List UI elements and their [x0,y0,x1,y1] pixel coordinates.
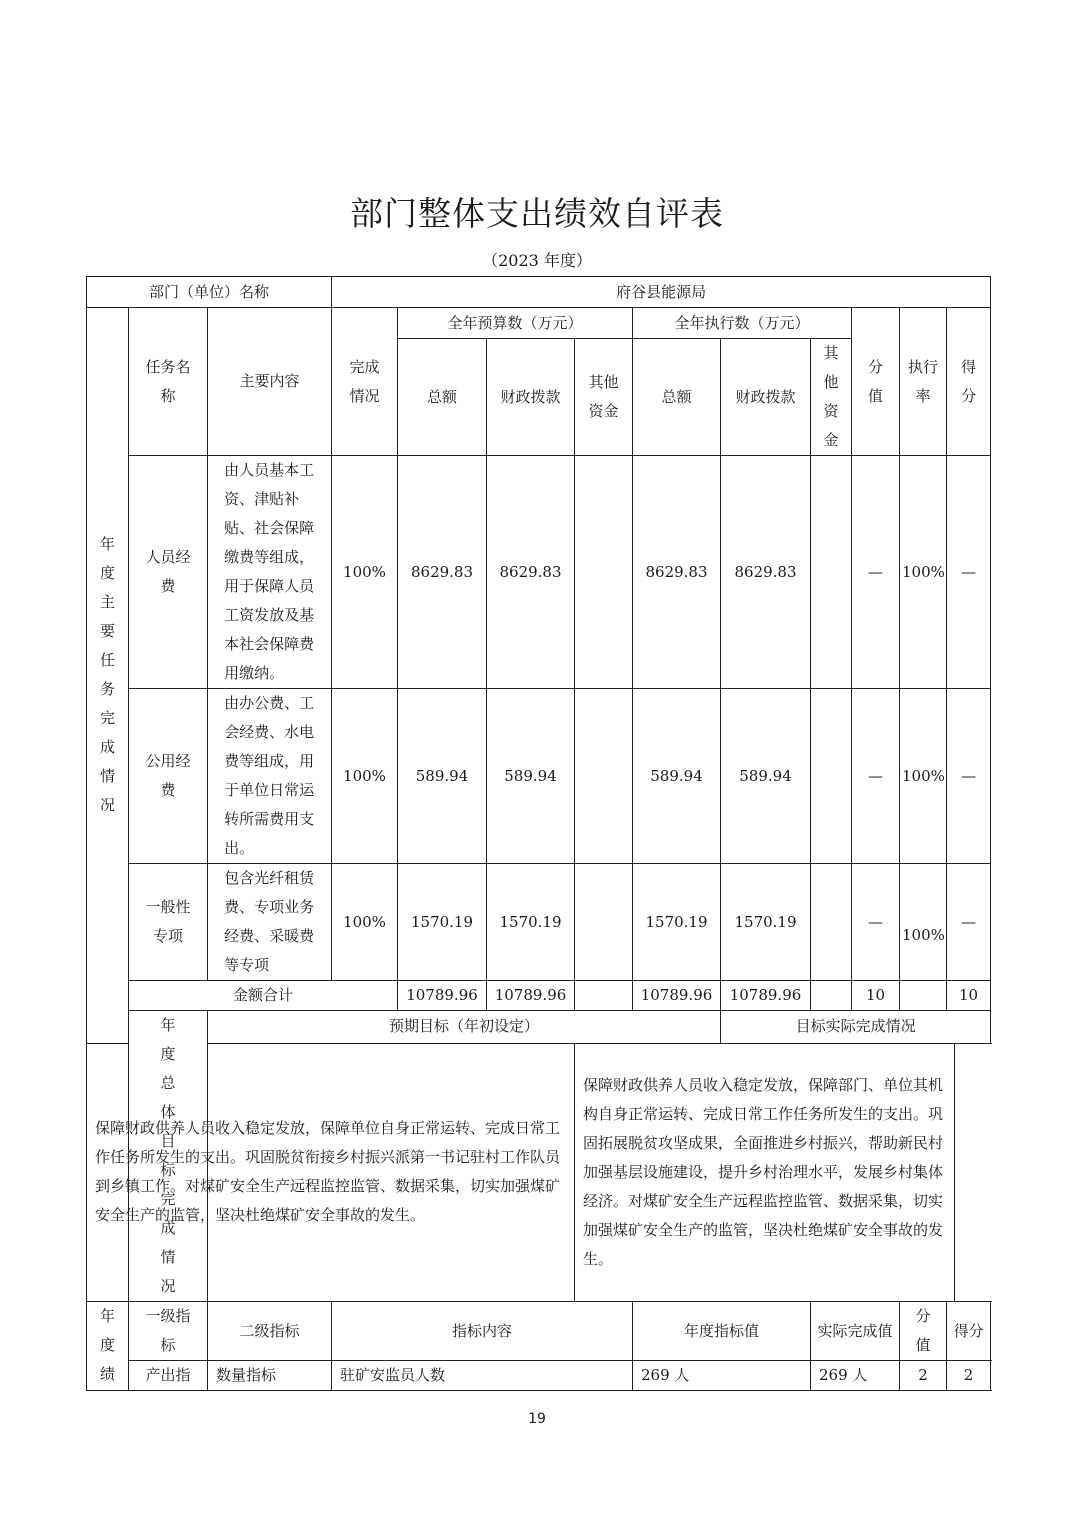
exec-rate: 100% [900,456,947,689]
task-content-text: 由人员基本工资、津贴补贴、社会保障缴费等组成，用于保障人员工资发放及基本社会保障费用缴纳。 [224,461,315,682]
task-name-text: 公用经费 [145,752,191,799]
indicator-actual: 269 人 [811,1361,900,1391]
header-indicator-content: 指标内容 [332,1302,633,1361]
task-name-text: 人员经费 [145,548,191,595]
exec-fiscal: 8629.83 [721,456,811,689]
total-row [87,981,991,1011]
total-exec-fiscal: 10789.96 [721,981,811,1011]
task-completion: 100% [332,456,398,689]
header-exec-other [811,339,852,456]
task-content-text: 包含光纤租赁费、专项业务经费、采暖费等专项 [224,869,315,974]
table-row [87,456,991,689]
total-score: 10 [947,981,991,1011]
exec-fiscal: 589.94 [721,689,811,864]
score: — [947,456,991,689]
header-exec-group: 全年执行数（万元） [633,308,852,339]
header-budget-group: 全年预算数（万元） [398,308,633,339]
header-task-name [129,308,208,456]
header-content: 主要内容 [208,308,332,456]
indicator-content: 驻矿安监员人数 [332,1361,633,1391]
header-ind-score-value-text: 分值 [915,1307,931,1354]
header-exec-total: 总额 [633,339,721,456]
exec-other [811,456,852,689]
score: — [947,689,991,864]
section-task-label-text: 年度主要任务完成情况 [99,535,115,815]
indicator-target: 269 人 [633,1361,811,1391]
total-budget-fiscal: 10789.96 [487,981,575,1011]
header-budget-fiscal: 财政拨款 [487,339,575,456]
budget-other [575,864,633,981]
header-budget-other [575,339,633,456]
header-score-text: 得分 [961,357,977,405]
exec-rate: 100% [900,864,947,981]
indicator-level1: 产出指 [129,1361,208,1391]
header-task-name-text: 任务名称 [145,357,191,405]
header-target: 年度指标值 [633,1302,811,1361]
section-goal-label-text: 年度总体目标完成情况 [160,1016,176,1295]
indicator-score-value: 2 [900,1361,947,1391]
budget-total: 1570.19 [398,864,487,981]
goal-expected-text: 保障财政供养人员收入稳定发放，保障单位自身正常运转、完成日常工作任务所发生的支出。巩固脱贫衔接乡村振兴派第一书记驻村工作队员到乡镇工作。对煤矿安全生产远程监控监管、数据采集，切实加强煤矿安全生产的监管，坚决杜绝煤矿安全事故的发生。 [87,1043,575,1301]
header-exec-rate-text: 执行率 [908,357,939,405]
header-budget-other-text: 其他资金 [588,373,619,420]
header-actual: 实际完成值 [811,1302,900,1361]
task-name [129,689,208,864]
score-value: — [852,689,900,864]
header-exec-fiscal: 财政拨款 [721,339,811,456]
task-name [129,864,208,981]
table-row [87,864,991,981]
score: — [947,864,991,981]
page-number: 19 [528,1411,546,1427]
header-level2: 二级指标 [208,1302,332,1361]
exec-total: 1570.19 [633,864,721,981]
table-row [87,1361,991,1391]
score-value: — [852,456,900,689]
dept-label: 部门（单位）名称 [87,277,332,308]
task-content [208,689,332,864]
budget-other [575,689,633,864]
header-completion-text: 完成情况 [349,357,380,405]
task-completion: 100% [332,689,398,864]
header-completion [332,308,398,456]
budget-fiscal: 589.94 [487,689,575,864]
goal-actual-header: 目标实际完成情况 [721,1011,991,1044]
table-row [87,689,991,864]
task-content [208,456,332,689]
budget-fiscal: 1570.19 [487,864,575,981]
budget-total: 8629.83 [398,456,487,689]
task-content-text: 由办公费、工会经费、水电费等组成，用于单位日常运转所需费用支出。 [224,694,315,857]
section-task-label [87,308,129,1044]
task-completion: 100% [332,864,398,981]
exec-other [811,689,852,864]
page-title: 部门整体支出绩效自评表 [350,194,724,233]
section-indicator-label-text: 年度绩 [99,1307,115,1383]
header-exec-other-text: 其他资金 [823,344,839,449]
header-ind-score-value [900,1302,947,1361]
header-score [947,308,991,456]
header-level1-text: 一级指标 [145,1307,191,1354]
budget-other [575,456,633,689]
total-exec-rate [900,981,947,1011]
indicator-score: 2 [947,1361,991,1391]
goal-expected-header: 预期目标（年初设定） [208,1011,721,1044]
header-score-value [852,308,900,456]
total-score-value: 10 [852,981,900,1011]
section-indicator-label [87,1302,129,1391]
exec-other [811,864,852,981]
exec-rate: 100% [900,689,947,864]
total-exec-total: 10789.96 [633,981,721,1011]
evaluation-table [86,276,991,1391]
goal-actual-text: 保障财政供养人员收入稳定发放，保障部门、单位其机构自身正常运转、完成日常工作任务所发生的支出。巩固拓展脱贫攻坚成果，全面推进乡村振兴，帮助新民村加强基层设施建设，提升乡村治理水平，发展乡村集体经济。对煤矿安全生产远程监控监管、数据采集，切实加强煤矿安全生产的监管，坚决杜绝煤矿安全事故的发生。 [575,1043,955,1301]
exec-fiscal: 1570.19 [721,864,811,981]
score-value: — [852,864,900,981]
header-budget-total: 总额 [398,339,487,456]
task-name-text: 一般性专项 [145,898,191,945]
header-score-value-text: 分值 [868,357,884,405]
dept-name: 府谷县能源局 [332,277,991,308]
task-content [208,864,332,981]
header-exec-rate [900,308,947,456]
total-budget-other [575,981,633,1011]
header-ind-score: 得分 [947,1302,991,1361]
total-label: 金额合计 [129,981,398,1011]
exec-total: 589.94 [633,689,721,864]
task-name [129,456,208,689]
header-level1 [129,1302,208,1361]
exec-total: 8629.83 [633,456,721,689]
budget-total: 589.94 [398,689,487,864]
total-exec-other [811,981,852,1011]
indicator-level2: 数量指标 [208,1361,332,1391]
budget-fiscal: 8629.83 [487,456,575,689]
total-budget-total: 10789.96 [398,981,487,1011]
page-subtitle: （2023 年度） [482,251,592,270]
